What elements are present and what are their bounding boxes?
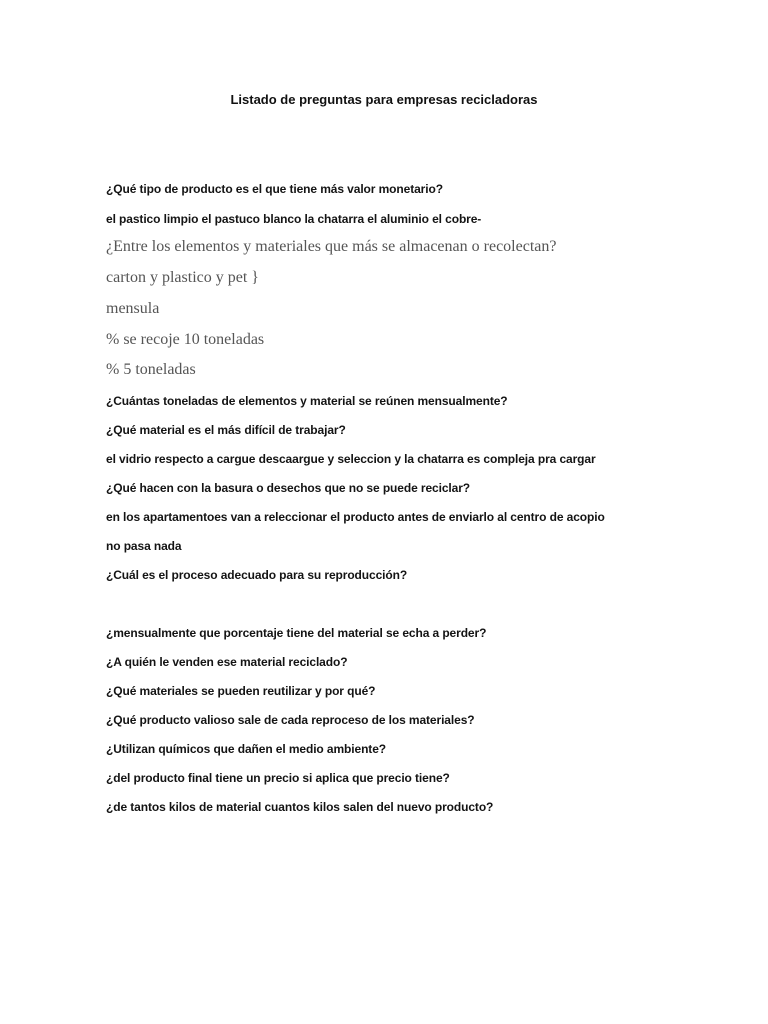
document-title: Listado de preguntas para empresas recicladoras xyxy=(230,92,538,107)
answer-line: no pasa nada xyxy=(106,539,182,553)
answer-line: en los apartamentoes van a releccionar el producto antes de enviarlo al centro de acopio xyxy=(106,510,605,524)
question-line: ¿Qué materiales se pueden reutilizar y por qué? xyxy=(106,684,376,698)
question-line: ¿del producto final tiene un precio si aplica que precio tiene? xyxy=(106,771,450,785)
question-line: ¿Utilizan químicos que dañen el medio ambiente? xyxy=(106,742,387,756)
question-line: ¿A quién le venden ese material reciclado? xyxy=(106,655,348,669)
answer-line: % 5 toneladas xyxy=(106,361,196,378)
answer-line: carton y plastico y pet } xyxy=(106,269,259,286)
question-line: ¿mensualmente que porcentaje tiene del material se echa a perder? xyxy=(106,626,487,640)
question-line: ¿de tantos kilos de material cuantos kilos salen del nuevo producto? xyxy=(106,800,494,814)
question-line: ¿Cuántas toneladas de elementos y material se reúnen mensualmente? xyxy=(106,394,508,408)
question-line: ¿Qué tipo de producto es el que tiene más valor monetario? xyxy=(106,182,443,196)
answer-line: el pastico limpio el pastuco blanco la chatarra el aluminio el cobre- xyxy=(106,212,482,226)
answer-line: % se recoje 10 toneladas xyxy=(106,331,265,348)
answer-line: el vidrio respecto a cargue descaargue y seleccion y la chatarra es compleja pra cargar xyxy=(106,452,596,466)
question-line: ¿Qué hacen con la basura o desechos que no se puede reciclar? xyxy=(106,481,471,495)
question-line: ¿Qué producto valioso sale de cada reproceso de los materiales? xyxy=(106,713,475,727)
answer-line: mensula xyxy=(106,300,160,317)
question-line: ¿Qué material es el más difícil de trabajar? xyxy=(106,423,346,437)
question-line: ¿Cuál es el proceso adecuado para su reproducción? xyxy=(106,568,408,582)
question-line: ¿Entre los elementos y materiales que más se almacenan o recolectan? xyxy=(106,238,557,255)
